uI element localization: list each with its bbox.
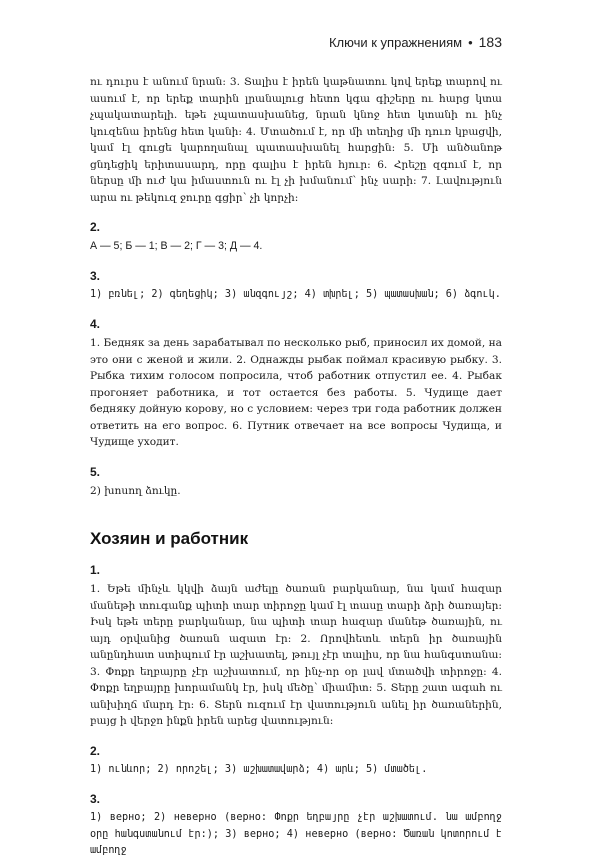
exercise-5-answer: 2) խոսող ձուկը. <box>90 484 181 497</box>
bullet-separator: • <box>468 35 473 50</box>
section-exercise-number-1: 1. <box>90 563 101 577</box>
running-title: Ключи к упражнениям <box>328 35 463 50</box>
exercise-number-3: 3. <box>90 268 101 283</box>
section-exercise-1-answer: 1. Եթե մինչև կկվի ձայն աժելը ծառան բարկանար, նա կամ հազար մանեթի տուգանք պիտի տար տիրոջը կամ էլ տասը տարի ձրի ծառայեր: Իսկ եթե տերը բարկանար, նա պիտի տար հազար մանեթ ծառային, ու այդ օրվանից ծառան ազատ էր: 2. Որովհետև տերն իր ծառային անընդհատ ստիպում էր աշխատել, թույլ չէր տալիս, որ նա հանգստանա: 3. Փոքր եղբայրը չէր աշխատում, որ ինչ-որ օր լավ մտածվի տիրոջը: 4. Փոքր եղբայրը խորամանկ էր, իսկ մեծը՝ միամիտ: 5. Տերը շատ ագահ ու անխիղճ մարդ էր: 6. Տերն ուզում էր վատություն անել իր ծառաներին, բայց ի վերջո ինքն իրեն արեց վատություն: <box>90 583 502 727</box>
continued-paragraph: ու դուրս է անում նրան: 3. Տալիս է իրեն կաթնատու կով երեք տարով ու ասում է, որ երեք տարին լրանալուց հետո կգա գիշերը ու հարց կտա չպակատարելի. եթե չպատասխանեց, նրան կնոջ հետ կտանի ու ինչ կուզենա իրենց հետ կանի: 4. Մտածում է, որ մի տեղից մի դուռ կբացվի, կամ էլ գուցե կարողանալ պատասխանել հարցին: 5. Մի անծանոթ ցնդեցիկ երիտասարդ, որը գալիս է իրեն հյուր: 6. Հրեշը զգում է, որ ներսը մի ուժ կա իմաստուն ու էլ չի խմանում՝ ինչ սարի: 7. Լավություն արա ու թեկուզ ջուրը գցիր՝ չի կորչի: <box>90 76 502 204</box>
page-content <box>90 74 502 860</box>
exercise-2-answer: А — 5; Б — 1; В — 2; Г — 3; Д — 4. <box>90 240 263 252</box>
exercise-number-2: 2. <box>90 220 101 234</box>
exercise-number-4: 4. <box>90 317 101 331</box>
page-number: 183 <box>478 34 502 50</box>
running-head <box>329 34 502 50</box>
exercise-number-5: 5. <box>90 464 101 479</box>
section-exercise-number-3: 3. <box>90 792 101 806</box>
exercise-3-answer: 1) բռնել; 2) գեղեցիկ; 3) անզգույշ; 4) տխրել; 5) պատասխան; 6) ձգուկ. <box>90 288 501 300</box>
exercise-4-answer: 1. Бедняк за день зарабатывал по несколько рыб, приносил их домой, на это они с женой и жили. 2. Однажды рыбак поймал красивую рыбку. 3. Рыбка тихим голосом попросила, чтоб работник отпустил ее. 4. Рыбак прогоняет работника, и тот остается без работы. 5. Чудище дает бедняку дойную корову, но с условием: через три года работник должен ответить на его вопрос. 6. Путник отвечает на все вопросы Чудища, и Чудище уходит. <box>90 337 502 448</box>
section-exercise-2-answer: 1) ունևոր; 2) որոշել; 3) աշխատավարձ; 4) արև; 5) մտածել. <box>90 763 428 775</box>
section-exercise-3-answer: 1) верно; 2) неверно (верно: Փոքր եղբայրը չէր աշխատում. նա ամբողջ օրը հանգստանում էր:); 3) верно; 4) неверно (верно: Ծառան կոտորում է ամբողջ <box>90 812 502 856</box>
section-title: Хозяин и работник <box>90 529 249 548</box>
section-exercise-number-2: 2. <box>90 743 101 758</box>
